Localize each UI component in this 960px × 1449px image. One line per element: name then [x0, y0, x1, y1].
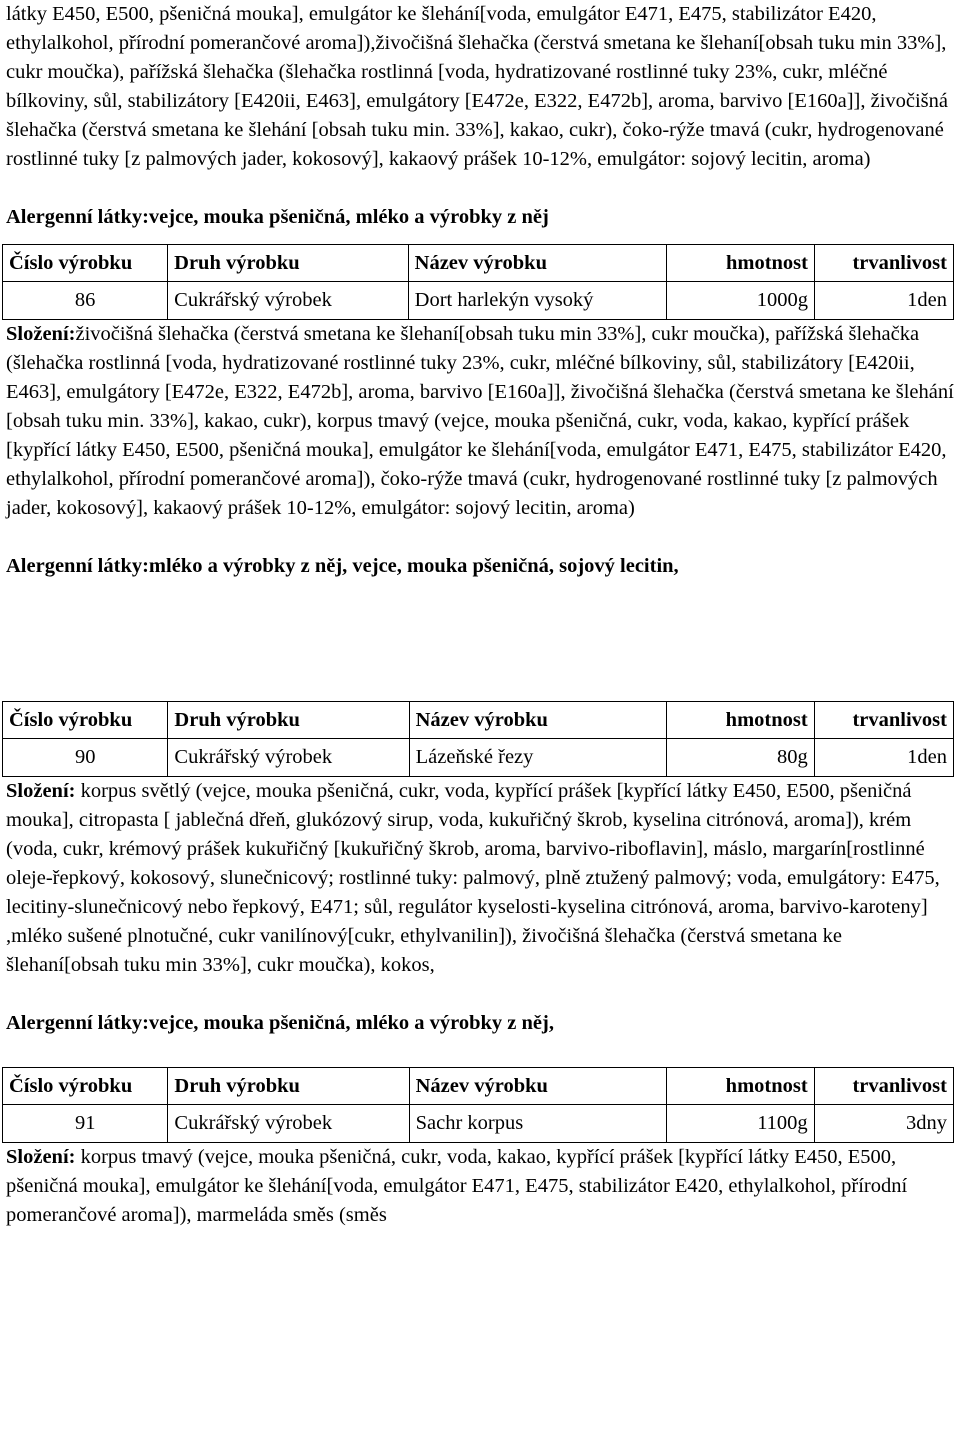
- header-type: Druh výrobku: [168, 245, 409, 282]
- composition-label: Složení:: [6, 780, 76, 802]
- intro-composition: látky E450, E500, pšeničná mouka], emulgátor ke šlehání[voda, emulgátor E471, E475, stabilizátor E420, ethylalkohol, přírodní pomerančové aroma]),živočišná šlehačka (čerstvá smetana ke šlehaní[obsah tuku min 33%], cukr moučka), pařížská šlehačka (šlehačka rostlinná [voda, hydratizované rostlinné tuky 23%, cukr, mléčné bílkoviny, sůl, stabilizátory [E420ii, E463], emulgátory [E472e, E322, E472b], aroma, barvivo [E160a]], živočišná šlehačka (čerstvá smetana ke šlehání [obsah tuku min. 33%], kakao, cukr), čoko-rýže tmavá (cukr, hydrogenované rostlinné tuky [z palmových jader, kokosový], kakaový prášek 10-12%, emulgátor: sojový lecitin, aroma): [6, 3, 949, 170]
- product-table-90: [2, 701, 954, 777]
- cell-shelf-life: 1den: [814, 282, 953, 320]
- header-weight: hmotnost: [666, 1068, 814, 1105]
- cell-shelf-life: 3dny: [814, 1105, 953, 1143]
- product-allergens-90: Alergenní látky:vejce, mouka pšeničná, mléko a výrobky z něj,: [6, 1012, 554, 1034]
- composition-text: živočišná šlehačka (čerstvá smetana ke šlehaní[obsah tuku min 33%], cukr moučka), pařížská šlehačka (šlehačka rostlinná [voda, hydratizované rostlinné tuky 23%, cukr, mléčné bílkoviny, sůl, stabilizátory [E420ii, E463], emulgátory [E472e, E322, E472b], aroma, barvivo [E160a]], živočišná šlehačka (čerstvá smetana ke šlehání [obsah tuku min. 33%], kakao, cukr), korpus tmavý (vejce, mouka pšeničná, cukr, voda, kakao, kypřící prášek [kypřící látky E450, E500, pšeničná mouka], emulgátor ke šlehání[voda, emulgátor E471, E475, stabilizátor E420, ethylalkohol, přírodní pomerančové aroma]), čoko-rýže tmavá (cukr, hydrogenované rostlinné tuky [z palmových jader, kokosový], kakaový prášek 10-12%, emulgátor: sojový lecitin, aroma): [6, 323, 954, 519]
- composition-text: korpus tmavý (vejce, mouka pšeničná, cukr, voda, kakao, kypřící prášek [kypřící látky E450, E500, pšeničná mouka], emulgátor ke šlehání[voda, emulgátor E471, E475, stabilizátor E420, ethylalkohol, přírodní pomerančové aroma]), marmeláda směs (směs: [6, 1146, 908, 1226]
- composition-label: Složení:: [6, 1146, 76, 1168]
- table-row: [3, 739, 954, 777]
- header-weight: hmotnost: [667, 245, 815, 282]
- cell-number: 91: [3, 1105, 168, 1143]
- product-table-91: [2, 1067, 954, 1143]
- product-composition-90: [6, 777, 956, 980]
- cell-name: Dort harlekýn vysoký: [408, 282, 667, 320]
- cell-name: Sachr korpus: [409, 1105, 666, 1143]
- header-name: Název výrobku: [408, 245, 667, 282]
- header-shelf-life: trvanlivost: [814, 1068, 953, 1105]
- cell-weight: 80g: [666, 739, 814, 777]
- table-header-row: [3, 702, 954, 739]
- cell-type: Cukrářský výrobek: [168, 1105, 409, 1143]
- document-page: [6, 0, 956, 1230]
- cell-shelf-life: 1den: [814, 739, 953, 777]
- header-number: Číslo výrobku: [3, 702, 168, 739]
- cell-weight: 1100g: [666, 1105, 814, 1143]
- product-table-86: [2, 244, 954, 320]
- header-type: Druh výrobku: [168, 1068, 409, 1105]
- header-name: Název výrobku: [409, 702, 666, 739]
- header-number: Číslo výrobku: [3, 1068, 168, 1105]
- cell-type: Cukrářský výrobek: [168, 282, 409, 320]
- cell-number: 86: [3, 282, 168, 320]
- table-header-row: [3, 245, 954, 282]
- composition-text: korpus světlý (vejce, mouka pšeničná, cukr, voda, kypřící prášek [kypřící látky E450, E500, pšeničná mouka], citropasta [ jablečná dřeň, glukózový sirup, voda, kukuřičný škrob, kyselina citrónová, aroma]), krém (voda, cukr, krémový prášek kukuřičný [kukuřičný škrob, aroma, barvivo-riboflavin], máslo, margarín[rostlinné oleje-řepkový, kokosový, slunečnicový; rostlinné tuky: palmový, plně ztužený palmový; voda, emulgátory: E475, lecitiny-slunečnicový nebo řepkový, E471; sůl, regulátor kyselosti-kyselina citrónová, aroma, barvivo-karoteny] ,mléko sušené plnotučné, cukr vanilínový[cukr, ethylvanilin]), živočišná šlehačka (čerstvá smetana ke šlehaní[obsah tuku min 33%], cukr moučka), kokos,: [6, 780, 940, 976]
- product-allergens-86: Alergenní látky:mléko a výrobky z něj, vejce, mouka pšeničná, sojový lecitin,: [6, 555, 679, 577]
- cell-type: Cukrářský výrobek: [168, 739, 409, 777]
- intro-allergens: Alergenní látky:vejce, mouka pšeničná, mléko a výrobky z něj: [6, 206, 549, 228]
- header-shelf-life: trvanlivost: [814, 245, 953, 282]
- header-number: Číslo výrobku: [3, 245, 168, 282]
- cell-name: Lázeňské řezy: [409, 739, 666, 777]
- header-type: Druh výrobku: [168, 702, 409, 739]
- header-name: Název výrobku: [409, 1068, 666, 1105]
- table-row: [3, 1105, 954, 1143]
- table-row: [3, 282, 954, 320]
- product-composition-86: [6, 320, 956, 523]
- product-composition-91: [6, 1143, 956, 1230]
- header-weight: hmotnost: [666, 702, 814, 739]
- header-shelf-life: trvanlivost: [814, 702, 953, 739]
- composition-label: Složení:: [6, 323, 76, 345]
- cell-weight: 1000g: [667, 282, 815, 320]
- cell-number: 90: [3, 739, 168, 777]
- table-header-row: [3, 1068, 954, 1105]
